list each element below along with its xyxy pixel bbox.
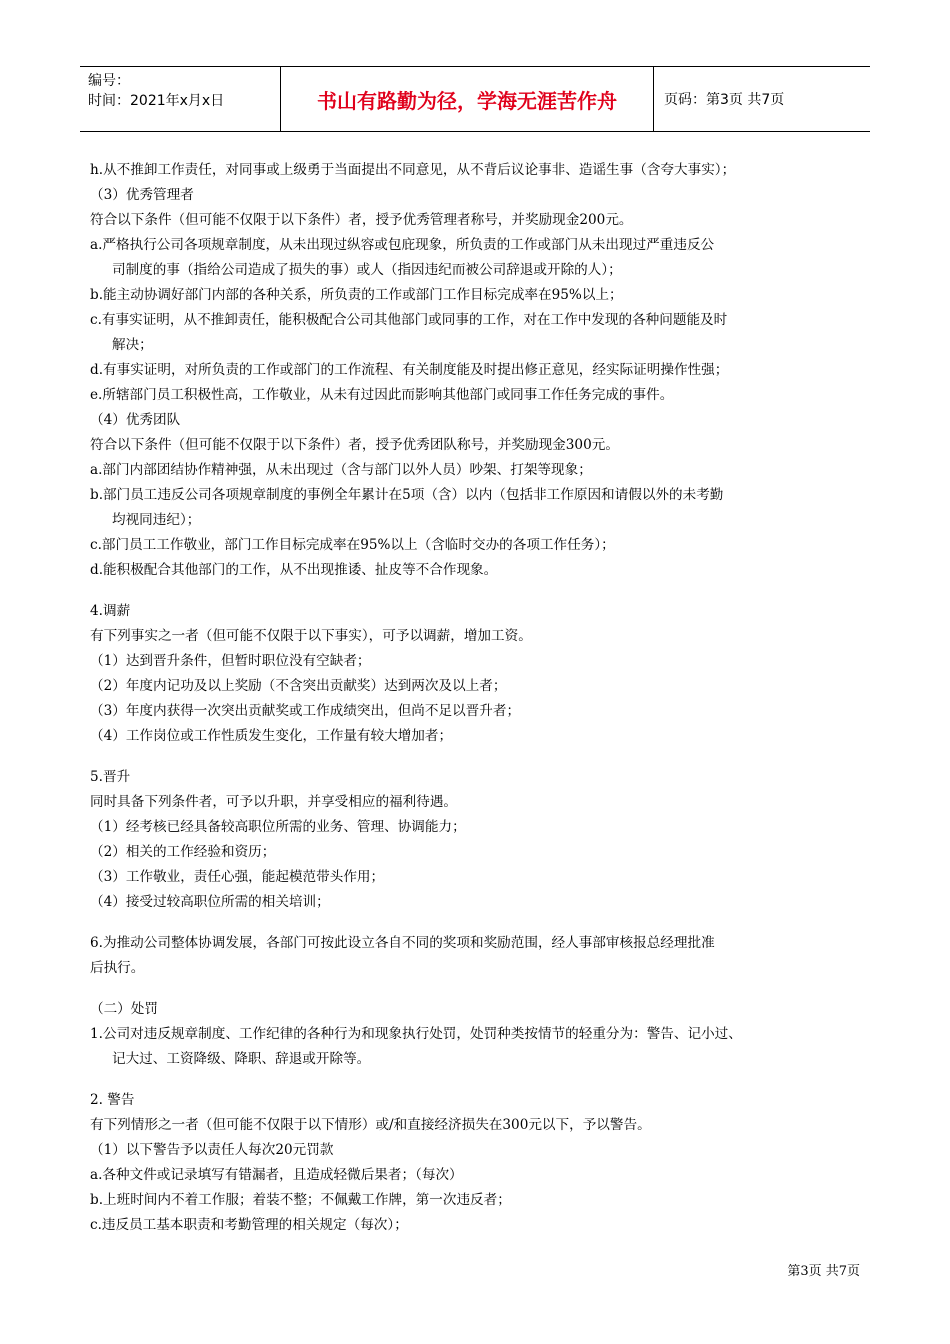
document-time-label: 时间：2021年x月x日 [88, 93, 225, 109]
section-heading: （4）优秀团队 [90, 412, 181, 428]
body-line: 符合以下条件（但可能不仅限于以下条件）者，授予优秀管理者称号，并奖励现金200元。 [90, 212, 633, 228]
body-line: 符合以下条件（但可能不仅限于以下条件）者，授予优秀团队称号，并奖励现金300元。 [90, 437, 619, 453]
body-line: 6.为推动公司整体协调发展，各部门可按此设立各自不同的奖项和奖励范围，经人事部审核报总经理批准 [90, 935, 715, 951]
section-heading: 4.调薪 [90, 603, 131, 619]
section-heading: （二）处罚 [90, 1001, 158, 1017]
body-line: 同时具备下列条件者，可予以升职，并享受相应的福利待遇。 [90, 794, 458, 810]
body-line: d.能积极配合其他部门的工作，从不出现推诿、扯皮等不合作现象。 [90, 562, 498, 578]
body-line: 后执行。 [90, 960, 145, 976]
header-left-cell [80, 67, 280, 131]
section-heading: （3）优秀管理者 [90, 187, 194, 203]
paragraph-gap [90, 981, 880, 997]
body-line: （4）接受过较高职位所需的相关培训； [90, 894, 330, 910]
body-line: 均视同违纪）； [112, 512, 201, 528]
body-line: 1.公司对违反规章制度、工作纪律的各种行为和现象执行处罚，处罚种类按情节的轻重分为：警告、记小过、 [90, 1026, 742, 1042]
page-footer-number: 第3页 共7页 [787, 1264, 860, 1279]
body-line: a.严格执行公司各项规章制度，从未出现过纵容或包庇现象，所负责的工作或部门从未出现过严重违反公 [90, 237, 715, 253]
header-page-label: 页码：第3页 共7页 [664, 92, 785, 108]
body-line: c.部门员工工作敬业，部门工作目标完成率在95%以上（含临时交办的各项工作任务）； [90, 537, 615, 553]
paragraph-gap [90, 749, 880, 765]
body-line: c.违反员工基本职责和考勤管理的相关规定（每次）； [90, 1217, 408, 1233]
body-line: d.有事实证明，对所负责的工作或部门的工作流程、有关制度能及时提出修正意见，经实际证明操作性强； [90, 362, 729, 378]
paragraph-gap [90, 1072, 880, 1088]
body-line: （3）年度内获得一次突出贡献奖或工作成绩突出，但尚不足以晋升者； [90, 703, 521, 719]
body-line: 有下列情形之一者（但可能不仅限于以下情形）或/和直接经济损失在300元以下，予以警告。 [90, 1117, 651, 1133]
body-line: （3）工作敬业，责任心强，能起模范带头作用； [90, 869, 385, 885]
body-line: （2）相关的工作经验和资历； [90, 844, 276, 860]
body-line: 解决； [112, 337, 153, 353]
body-line: h.从不推卸工作责任，对同事或上级勇于当面提出不同意见，从不背后议论事非、造谣生事（含夸大事实）； [90, 162, 736, 178]
section-heading: 2. 警告 [90, 1092, 135, 1108]
body-line: 司制度的事（指给公司造成了损失的事）或人（指因违纪而被公司辞退或开除的人）； [112, 262, 622, 278]
body-line: 记大过、工资降级、降职、辞退或开除等。 [112, 1051, 371, 1067]
document-number-label: 编号： [88, 73, 130, 89]
body-line: 有下列事实之一者（但可能不仅限于以下事实），可予以调薪，增加工资。 [90, 628, 532, 644]
body-line: （2）年度内记功及以上奖励（不含突出贡献奖）达到两次及以上者； [90, 678, 507, 694]
body-line: e.所辖部门员工积极性高，工作敬业，从未有过因此而影响其他部门或同事工作任务完成的事件。 [90, 387, 674, 403]
paragraph-gap [90, 915, 880, 931]
body-line: b.上班时间内不着工作服；着装不整；不佩戴工作牌，第一次违反者； [90, 1192, 511, 1208]
body-line: （4）工作岗位或工作性质发生变化，工作量有较大增加者； [90, 728, 453, 744]
paragraph-gap [90, 583, 880, 599]
page-header [80, 66, 870, 132]
section-heading: 5.晋升 [90, 769, 131, 785]
body-line: a.各种文件或记录填写有错漏者，且造成轻微后果者；（每次） [90, 1167, 463, 1183]
body-line: b.能主动协调好部门内部的各种关系，所负责的工作或部门工作目标完成率在95%以上； [90, 287, 623, 303]
body-line: c.有事实证明，从不推卸责任，能积极配合公司其他部门或同事的工作，对在工作中发现的各种问题能及时 [90, 312, 728, 328]
body-line: （1）经考核已经具备较高职位所需的业务、管理、协调能力； [90, 819, 466, 835]
document-body [90, 158, 880, 1238]
body-line: （1）达到晋升条件，但暂时职位没有空缺者； [90, 653, 371, 669]
header-motto: 书山有路勤为径，学海无涯苦作舟 [280, 67, 654, 131]
body-line: （1）以下警告予以责任人每次20元罚款 [90, 1142, 334, 1158]
body-line: b.部门员工违反公司各项规章制度的事例全年累计在5项（含）以内（包括非工作原因和请假以外的未考勤 [90, 487, 724, 503]
body-line: a.部门内部团结协作精神强，从未出现过（含与部门以外人员）吵架、打架等现象； [90, 462, 592, 478]
